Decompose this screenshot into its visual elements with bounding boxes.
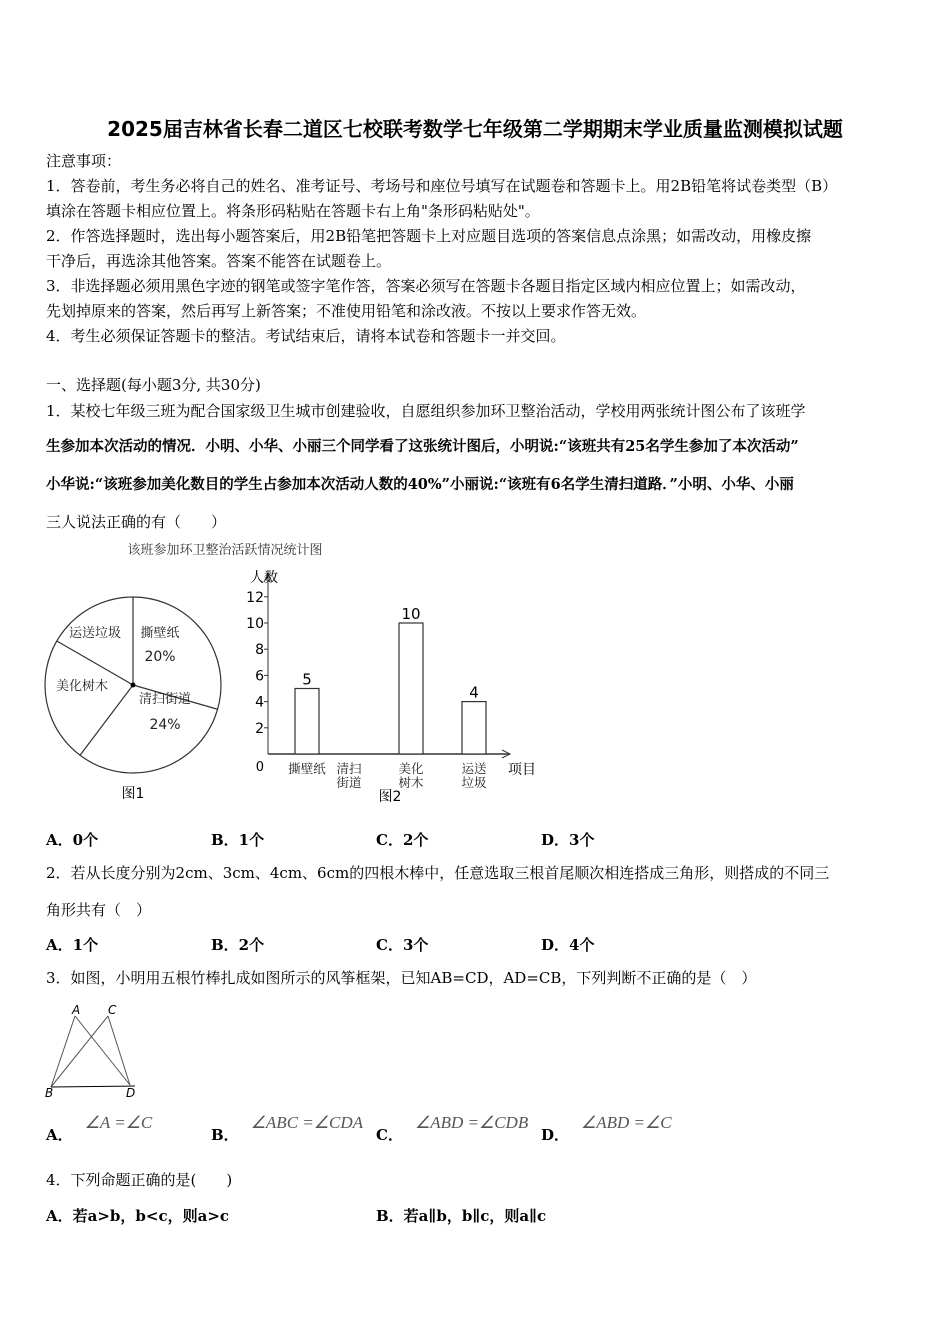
bar-chart bbox=[246, 569, 536, 805]
y-tick-label: 10 bbox=[246, 616, 264, 632]
q4-option-a: A．若a>b，b<c，则a>c bbox=[46, 1207, 230, 1225]
page-title: 2025届吉林省长春二道区七校联考数学七年级第二学期期末学业质量监测模拟试题 bbox=[107, 117, 843, 141]
y-tick-label: 2 bbox=[255, 720, 264, 737]
bar-caption: 图2 bbox=[378, 789, 402, 805]
x-category-label: 撕壁纸 bbox=[288, 761, 326, 776]
point-a-label: A bbox=[72, 1003, 81, 1017]
x-category-label: 垃圾 bbox=[461, 775, 487, 790]
pie-slice-label: 运送垃圾 bbox=[68, 626, 122, 641]
point-d-label: D bbox=[126, 1086, 136, 1100]
bar bbox=[399, 623, 423, 754]
q2-line: 角形共有（ ） bbox=[46, 901, 152, 919]
q1-line: 小华说:“该班参加美化数目的学生占参加本次活动人数的40%”小丽说:“该班有6名学生清扫道路．”小明、小华、小丽 bbox=[46, 476, 794, 493]
bar-value-label: 5 bbox=[302, 670, 312, 689]
q3-line: 3．如图，小明用五根竹棒扎成如图所示的风筝框架，已知AB=CD，AD=CB，下列判断不正确的是（ ） bbox=[46, 969, 757, 987]
pie-slice-edge bbox=[80, 685, 133, 755]
point-b-label: B bbox=[45, 1086, 54, 1100]
origin-label: 0 bbox=[255, 760, 264, 775]
bar bbox=[462, 702, 486, 754]
pie-slice-label: 美化树木 bbox=[55, 679, 109, 694]
x-category-label: 树木 bbox=[398, 775, 424, 790]
q2-line: 2．若从长度分别为2cm、3cm、4cm、6cm的四根木棒中，任意选取三根首尾顺次相连搭成三角形，则搭成的不同三 bbox=[46, 864, 830, 882]
x-category-label: 街道 bbox=[336, 775, 362, 790]
x-category-label: 美化 bbox=[398, 761, 424, 776]
q3-option-b: B．∠ABC =∠CDA bbox=[211, 1113, 363, 1144]
q1-line: 三人说法正确的有（ ） bbox=[46, 513, 227, 531]
pie-caption: 图1 bbox=[121, 786, 145, 802]
bar-value-label: 4 bbox=[469, 683, 479, 702]
bar bbox=[295, 689, 319, 755]
q4-line: 4．下列命题正确的是( ) bbox=[46, 1171, 233, 1189]
y-tick-label: 4 bbox=[255, 694, 264, 711]
q3-option-c: C．∠ABD =∠CDB bbox=[376, 1113, 529, 1144]
y-tick-label: 8 bbox=[255, 642, 264, 659]
point-c-label: C bbox=[108, 1003, 117, 1017]
pie-slice-label: 清扫街道 bbox=[138, 692, 192, 707]
q1-figures bbox=[0, 530, 560, 815]
q1-option-c: C．2个 bbox=[376, 831, 429, 849]
notice-line: 1．答卷前，考生务必将自己的姓名、准考证号、考场号和座位号填写在试题卷和答题卡上。用2B铅笔将试卷类型（B） bbox=[46, 177, 838, 195]
x-category-label: 清扫 bbox=[336, 761, 362, 776]
y-tick-label: 6 bbox=[255, 668, 264, 685]
bar-value-label: 10 bbox=[401, 605, 421, 623]
notice-line: 4．考生必须保证答题卡的整洁。考试结束后，请将本试卷和答题卡一并交回。 bbox=[46, 327, 566, 345]
q3-option-a: A．∠A =∠C bbox=[46, 1113, 153, 1144]
q4-option-b: B．若a∥b，b∥c，则a∥c bbox=[376, 1207, 547, 1225]
y-tick-label: 12 bbox=[246, 589, 264, 606]
pie-slice-label: 撕壁纸 bbox=[140, 626, 180, 641]
notice-line: 3．非选择题必须用黑色字迹的钢笔或签字笔作答，答案必须写在答题卡各题目指定区域内相应位置上；如需改动， bbox=[46, 277, 806, 295]
notice-line: 先划掉原来的答案，然后再写上新答案；不准使用铅笔和涂改液。不按以上要求作答无效。 bbox=[46, 302, 647, 320]
x-axis-label: 项目 bbox=[508, 762, 536, 778]
kite-figure bbox=[40, 1000, 180, 1100]
section-heading: 一、选择题(每小题3分, 共30分) bbox=[46, 376, 261, 394]
q1-option-b: B．1个 bbox=[211, 831, 265, 849]
q1-line: 生参加本次活动的情况．小明、小华、小丽三个同学看了这张统计图后，小明说:“该班共有25名学生参加了本次活动” bbox=[46, 438, 799, 455]
q1-option-a: A．0个 bbox=[46, 831, 99, 849]
q2-option-a: A．1个 bbox=[46, 936, 99, 954]
q2-option-d: D．4个 bbox=[541, 936, 595, 954]
pie-chart bbox=[45, 597, 221, 773]
notice-heading: 注意事项： bbox=[46, 152, 122, 170]
pie-center bbox=[131, 683, 136, 688]
notice-line: 干净后，再选涂其他答案。答案不能答在试题卷上。 bbox=[46, 252, 392, 270]
pie-slice-value: 20% bbox=[144, 649, 176, 665]
q2-option-c: C．3个 bbox=[376, 936, 429, 954]
x-category-label: 运送 bbox=[461, 761, 487, 776]
q1-line: 1．某校七年级三班为配合国家级卫生城市创建验收，自愿组织参加环卫整治活动，学校用两张统计图公布了该班学 bbox=[46, 402, 806, 420]
y-axis-label: 人数 bbox=[250, 570, 278, 586]
q3-option-d: D．∠ABD =∠C bbox=[541, 1113, 672, 1144]
q1-option-d: D．3个 bbox=[541, 831, 595, 849]
notice-line: 2．作答选择题时，选出每小题答案后，用2B铅笔把答题卡上对应题目选项的答案信息点涂黑；如需改动，用橡皮擦 bbox=[46, 227, 812, 245]
notice-line: 填涂在答题卡相应位置上。将条形码粘贴在答题卡右上角"条形码粘贴处"。 bbox=[46, 202, 540, 220]
q2-option-b: B．2个 bbox=[211, 936, 265, 954]
pie-title: 该班参加环卫整治活跃情况统计图 bbox=[127, 543, 323, 558]
pie-slice-value: 24% bbox=[149, 717, 181, 733]
